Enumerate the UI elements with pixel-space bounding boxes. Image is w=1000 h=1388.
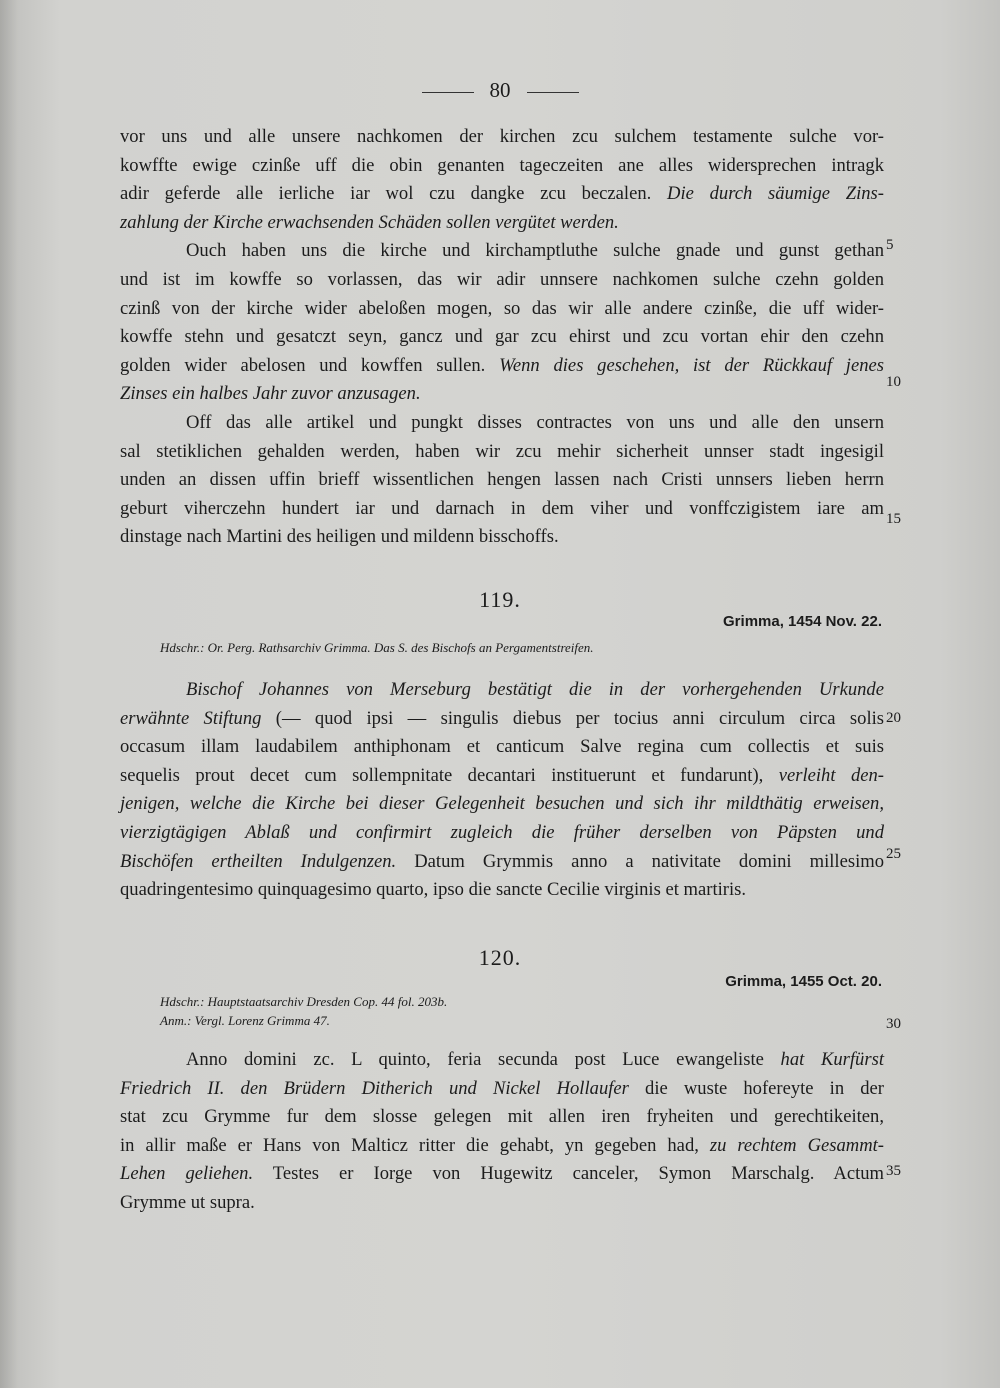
text-line: geburt viherczehn hundert iar und darnach in dem viher und vonffczigistem iare am: [120, 497, 884, 519]
line-number: 10: [886, 374, 901, 390]
text-segment: in allir maße er Hans von Malticz ritter die gehabt, yn gegeben had,: [120, 1134, 710, 1156]
document-number-120: 120.: [478, 945, 522, 970]
text-line: dinstage nach Martini des heiligen und mildenn bisschoffs.: [120, 526, 559, 548]
text-line: [120, 1132, 884, 1161]
text-line: kowffe stehn und gesatczt seyn, gancz und gar zcu ehirst und zcu vortan ehir den czehn: [120, 326, 884, 348]
text-line: czinß von der kirche wider abeloßen mogen, so das wir alle andere czinße, die uff wider-: [120, 297, 884, 319]
regest-italic: Die durch säumige Zins-: [667, 183, 884, 205]
line-number: 15: [886, 511, 901, 527]
line-number: 25: [886, 846, 901, 862]
text-segment: sequelis prout decet cum sollempnitate decantari instituerunt et fundarunt),: [120, 764, 779, 786]
text-segment: (— quod ipsi — singulis diebus per tocius anni circulum circa solis: [261, 707, 885, 729]
regest-italic-line: zahlung der Kirche erwachsenden Schäden sollen vergütet werden.: [120, 211, 619, 233]
text-line: vor uns und alle unsere nachkomen der kirchen zcu sulchem testamente sulche vor-: [120, 126, 884, 147]
text-segment: adir geferde alle ierliche iar wol czu dangke zcu beczalen.: [120, 183, 652, 205]
regest-italic: Bischöfen ertheilten Indulgenzen.: [120, 850, 397, 872]
text-line: sal stetiklichen gehalden werden, haben wir zcu mehir sicherheit unnser stadt ingesigil: [120, 440, 884, 462]
place-date-119: Grimma, 1454 Nov. 22.: [723, 613, 882, 630]
source-note-120: Hdschr.: Hauptstaatsarchiv Dresden Cop. 44 fol. 203b.: [160, 994, 448, 1009]
text-line: [120, 762, 884, 791]
line-number: 30: [886, 1016, 901, 1032]
annotation-note-120: Anm.: Vergl. Lorenz Grimma 47.: [160, 1013, 330, 1028]
text-segment: Anno domini zc. L quinto, feria secunda post Luce ewangeliste: [186, 1049, 781, 1070]
text-line: Grymme ut supra.: [120, 1191, 255, 1213]
regest-italic: zu rechtem Gesammt-: [709, 1134, 884, 1156]
text-line: unden an dissen uffin brieff wissentlichen hengen lassen nach Cristi unnsers lieben herrn: [120, 469, 884, 491]
regest-italic-line: vierzigtägigen Ablaß und confirmirt zugleich die früher derselben von Päpsten und: [120, 821, 884, 843]
regest-italic: erwähnte Stiftung: [120, 707, 262, 729]
line-number: 5: [886, 237, 894, 253]
text-line: [120, 1046, 884, 1075]
header-rule-right: [527, 92, 579, 93]
text-line: stat zcu Grymme fur dem slosse gelegen mit allen iren fryheiten und gerechtikeiten,: [120, 1106, 884, 1128]
document-text-120: [120, 1046, 884, 1218]
text-segment: golden wider abelosen und kowffen sullen.: [120, 354, 486, 376]
regest-italic: Friedrich II. den Brüdern Ditherich und Nickel Hollaufer: [120, 1077, 629, 1099]
document-text-119: [120, 676, 884, 905]
text-line: [120, 705, 884, 734]
regest-italic-line: Bischof Johannes von Merseburg bestätigt die in der vorhergehenden Urkunde: [186, 679, 884, 700]
regest-italic: hat Kurfürst: [780, 1049, 884, 1070]
page-number: 80: [489, 78, 511, 102]
page-header: [0, 78, 1000, 103]
document-number-119: 119.: [479, 587, 521, 612]
text-line: quadringentesimo quinquagesimo quarto, ipso die sancte Cecilie virginis et martiris.: [120, 879, 747, 901]
text-line: [120, 1075, 884, 1104]
continuation-text: [120, 123, 884, 552]
text-line: [120, 180, 884, 209]
text-line: [120, 1160, 884, 1189]
text-line: [120, 848, 884, 877]
line-number: 20: [886, 710, 901, 726]
place-date-120: Grimma, 1455 Oct. 20.: [725, 973, 882, 990]
text-segment: Testes er Iorge von Hugewitz canceler, Symon Marschalg. Actum: [253, 1163, 884, 1185]
regest-italic: Wenn dies geschehen, ist der Rückkauf jenes: [499, 354, 884, 376]
text-line: und ist im kowffe so vorlassen, das wir adir unnsere nachkomen sulche czehn golden: [120, 268, 884, 290]
source-note-119: Hdschr.: Or. Perg. Rathsarchiv Grimma. Das S. des Bischofs an Pergamentstreifen.: [160, 640, 594, 655]
text-line: Ouch haben uns die kirche und kirchamptluthe sulche gnade und gunst gethan: [186, 240, 884, 262]
regest-italic-line: jenigen, welche die Kirche bei dieser Gelegenheit besuchen und sich ihr mildthätig erweisen,: [120, 793, 884, 815]
text-segment: die wuste hofereyte in der: [628, 1077, 884, 1099]
text-line: [120, 352, 884, 381]
header-rule-left: [422, 92, 474, 93]
text-segment: Datum Grymmis anno a nativitate domini millesimo: [396, 850, 885, 872]
line-number: 35: [886, 1163, 901, 1179]
regest-italic-line: Zinses ein halbes Jahr zuvor anzusagen.: [120, 383, 421, 405]
regest-italic: Lehen geliehen.: [120, 1163, 254, 1185]
text-line: Off das alle artikel und pungkt disses contractes von uns und alle den unsern: [186, 411, 884, 433]
text-line: occasum illam laudabilem anthiphonam et canticum Salve regina cum collectis et suis: [120, 736, 884, 758]
text-line: kowffte ewige czinße uff die obin genanten tageczeiten ane alles widersprechen intragk: [120, 154, 884, 176]
regest-italic: verleiht den-: [778, 764, 884, 786]
